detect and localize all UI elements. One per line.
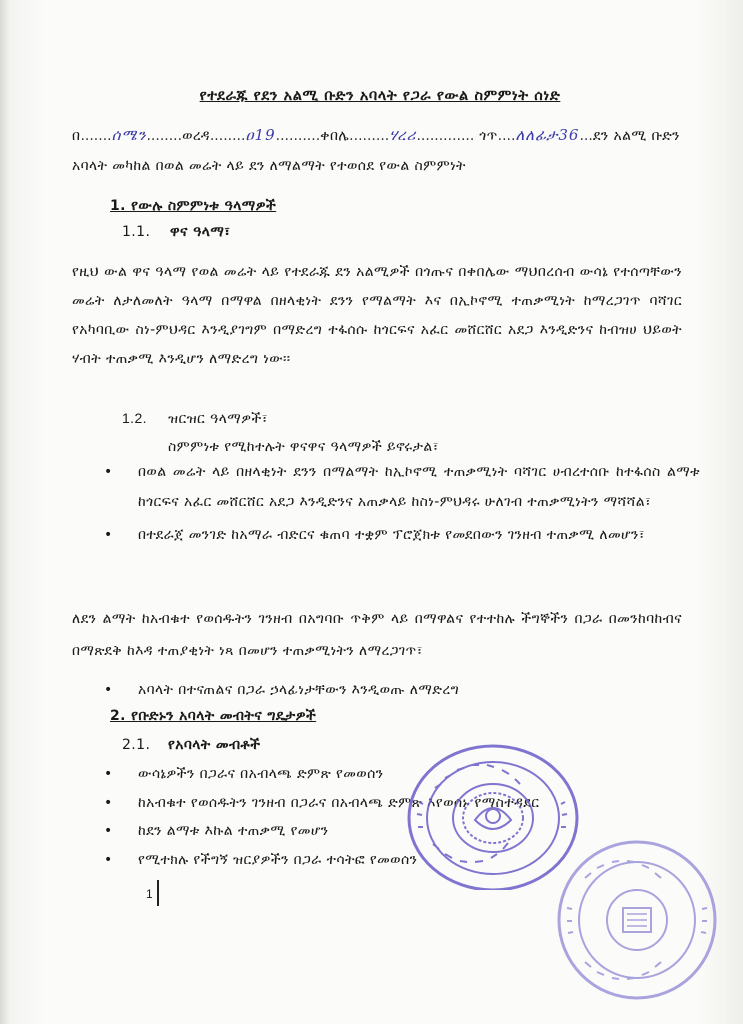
list-item: • ከደን ልማቱ እኩል ተጠቃሚ የመሆን [100,817,700,846]
intro-paragraph [72,120,682,181]
section-1-2-intro: ስምምነቱ የሚከተሉት ዋናዋና ዓላማዎች ይኖሩታል፣ [168,439,439,455]
woreda-label: ወረዳ [182,128,210,144]
section-2-1-number: 2.1. [122,737,151,753]
list-item: • በወል መሬት ላይ በዘላቂነት ደንን በማልማት ከኢኮኖሚ ተጠቃሚነት ባሻገር ሀብረተሰቡ ከተፋሰስ ልማቱ ከጎርፍና አፈር መሸርሸር አደጋ እንዲድንና አጠቃላይ ከስነ-ምህዳሩ ሁለገብ ተጠቃሚነትን ማሻሻል፣ [100,457,700,517]
list-item: • ውሳኔዎችን በጋራና በአብላጫ ድምጽ የመወሰን [100,760,700,789]
list-item: • በተደራጀ መንገድ ከአማራ ብድርና ቁጠባ ተቋም ፕሮጀክቱ የመደበውን ገንዘብ ተጠቃሚ ለመሆን፣ [100,520,700,550]
zone-value: ሰሜን [111,126,147,144]
page-number-bar [157,880,159,906]
intro-line1-tail: ደን አልሚ ቡድን [592,128,680,144]
official-round-stamp [555,838,720,1003]
loan-paragraph: ለደን ልማት ከአብቁተ የወሰዱትን ገንዘብ በአግባቡ ጥቅም ላይ በማዋልና የተተከሉ ችግኞችን በጋራ በመንከባከብና በማጽደቅ ከእዳ ተጠያቂነት ነጻ በመሆን ተጠቃሚነትን ለማረጋገጥ፣ [72,611,682,659]
specific-objectives-list [100,457,700,553]
official-seal-stamp [405,740,580,890]
section-1-1-title: ዋና ዓላማ፣ [170,224,231,240]
section-2-1-heading [122,730,260,760]
section-1-2-title: ዝርዝር ዓላማዎች፣ [168,411,268,427]
section-1-2-heading [122,403,268,434]
intro-line-1: በ.......ሰሜን........ወረዳ........ዐ19..........ቀበሌ.........ሃረሪ............. ጎጥ....ለለፊታ36...ደን አልሚ ቡድን [72,126,680,144]
got-value: ለለፊታ36 [515,126,580,144]
scan-edge [0,0,10,1024]
section-2-1-title: የአባላት መብቶች [168,737,261,753]
section-1-1-heading [122,217,230,247]
section-1-heading: 1. የውሉ ስምምነቱ ዓላማዎች [110,198,277,214]
section-1-2-number: 1.2. [122,410,147,426]
section-1-1-number: 1.1. [122,224,151,240]
page-number: 1 [146,887,153,901]
section-2-heading: 2. የቡድኑን አባላት መብትና ግዴታዎች [110,708,317,724]
woreda-value: ዐ19 [245,126,276,144]
list-item: • ከአብቁተ የወሰዱትን ገንዘብ በጋራና በአብላጫ ድምጽ እየወሰኑ የማስተዳደር [100,789,700,818]
document-title: የተደራጁ የደን አልሚ ቡድን አባላት የጋራ የውል ስምምነት ሰነድ [199,88,561,104]
kebele-value: ሃረሪ [389,126,417,144]
intro-prefix: በ [72,128,81,144]
main-objective-paragraph: የዚህ ውል ዋና ዓላማ የወል መሬት ላይ የተደራጁ ደን አልሚዎች በጎጡና በቀበሌው ማህበረሰብ ውሳኔ የተሰጣቸውን መሬት ለታለመለት ዓላማ በማዋል በዘላቂነት ደንን የማልማት እና በኢኮኖሚ ተጠቃሚነት ከማረጋገጥ ባሻገር የአካባቢው ስነ-ምህዳር እንዲያገግም በማድረግ ተፋሰሱ ከጎርፍና አፈር መሸርሸር አደጋ እንዲድንና ከብዝሀ ህይወት ሃብት ተጠቃሚ እንዲሆን ለማድረግ ነው፡፡ [72,264,682,367]
got-label: ጎጥ [479,128,498,144]
kebele-label: ቀበሌ [320,128,350,144]
list-item: • የሚተክሉ የችግኝ ዝርያዎችን በጋራ ተሳትፎ የመወሰን [100,846,700,875]
list-item: • አባላት በተናጠልና በጋራ ኃላፊነታቸውን እንዲወጡ ለማድረግ [100,675,700,705]
intro-line-2: አባላት መካከል በወል መሬት ላይ ደን ለማልማት የተወሰደ የውል ስምምነት [72,158,466,174]
